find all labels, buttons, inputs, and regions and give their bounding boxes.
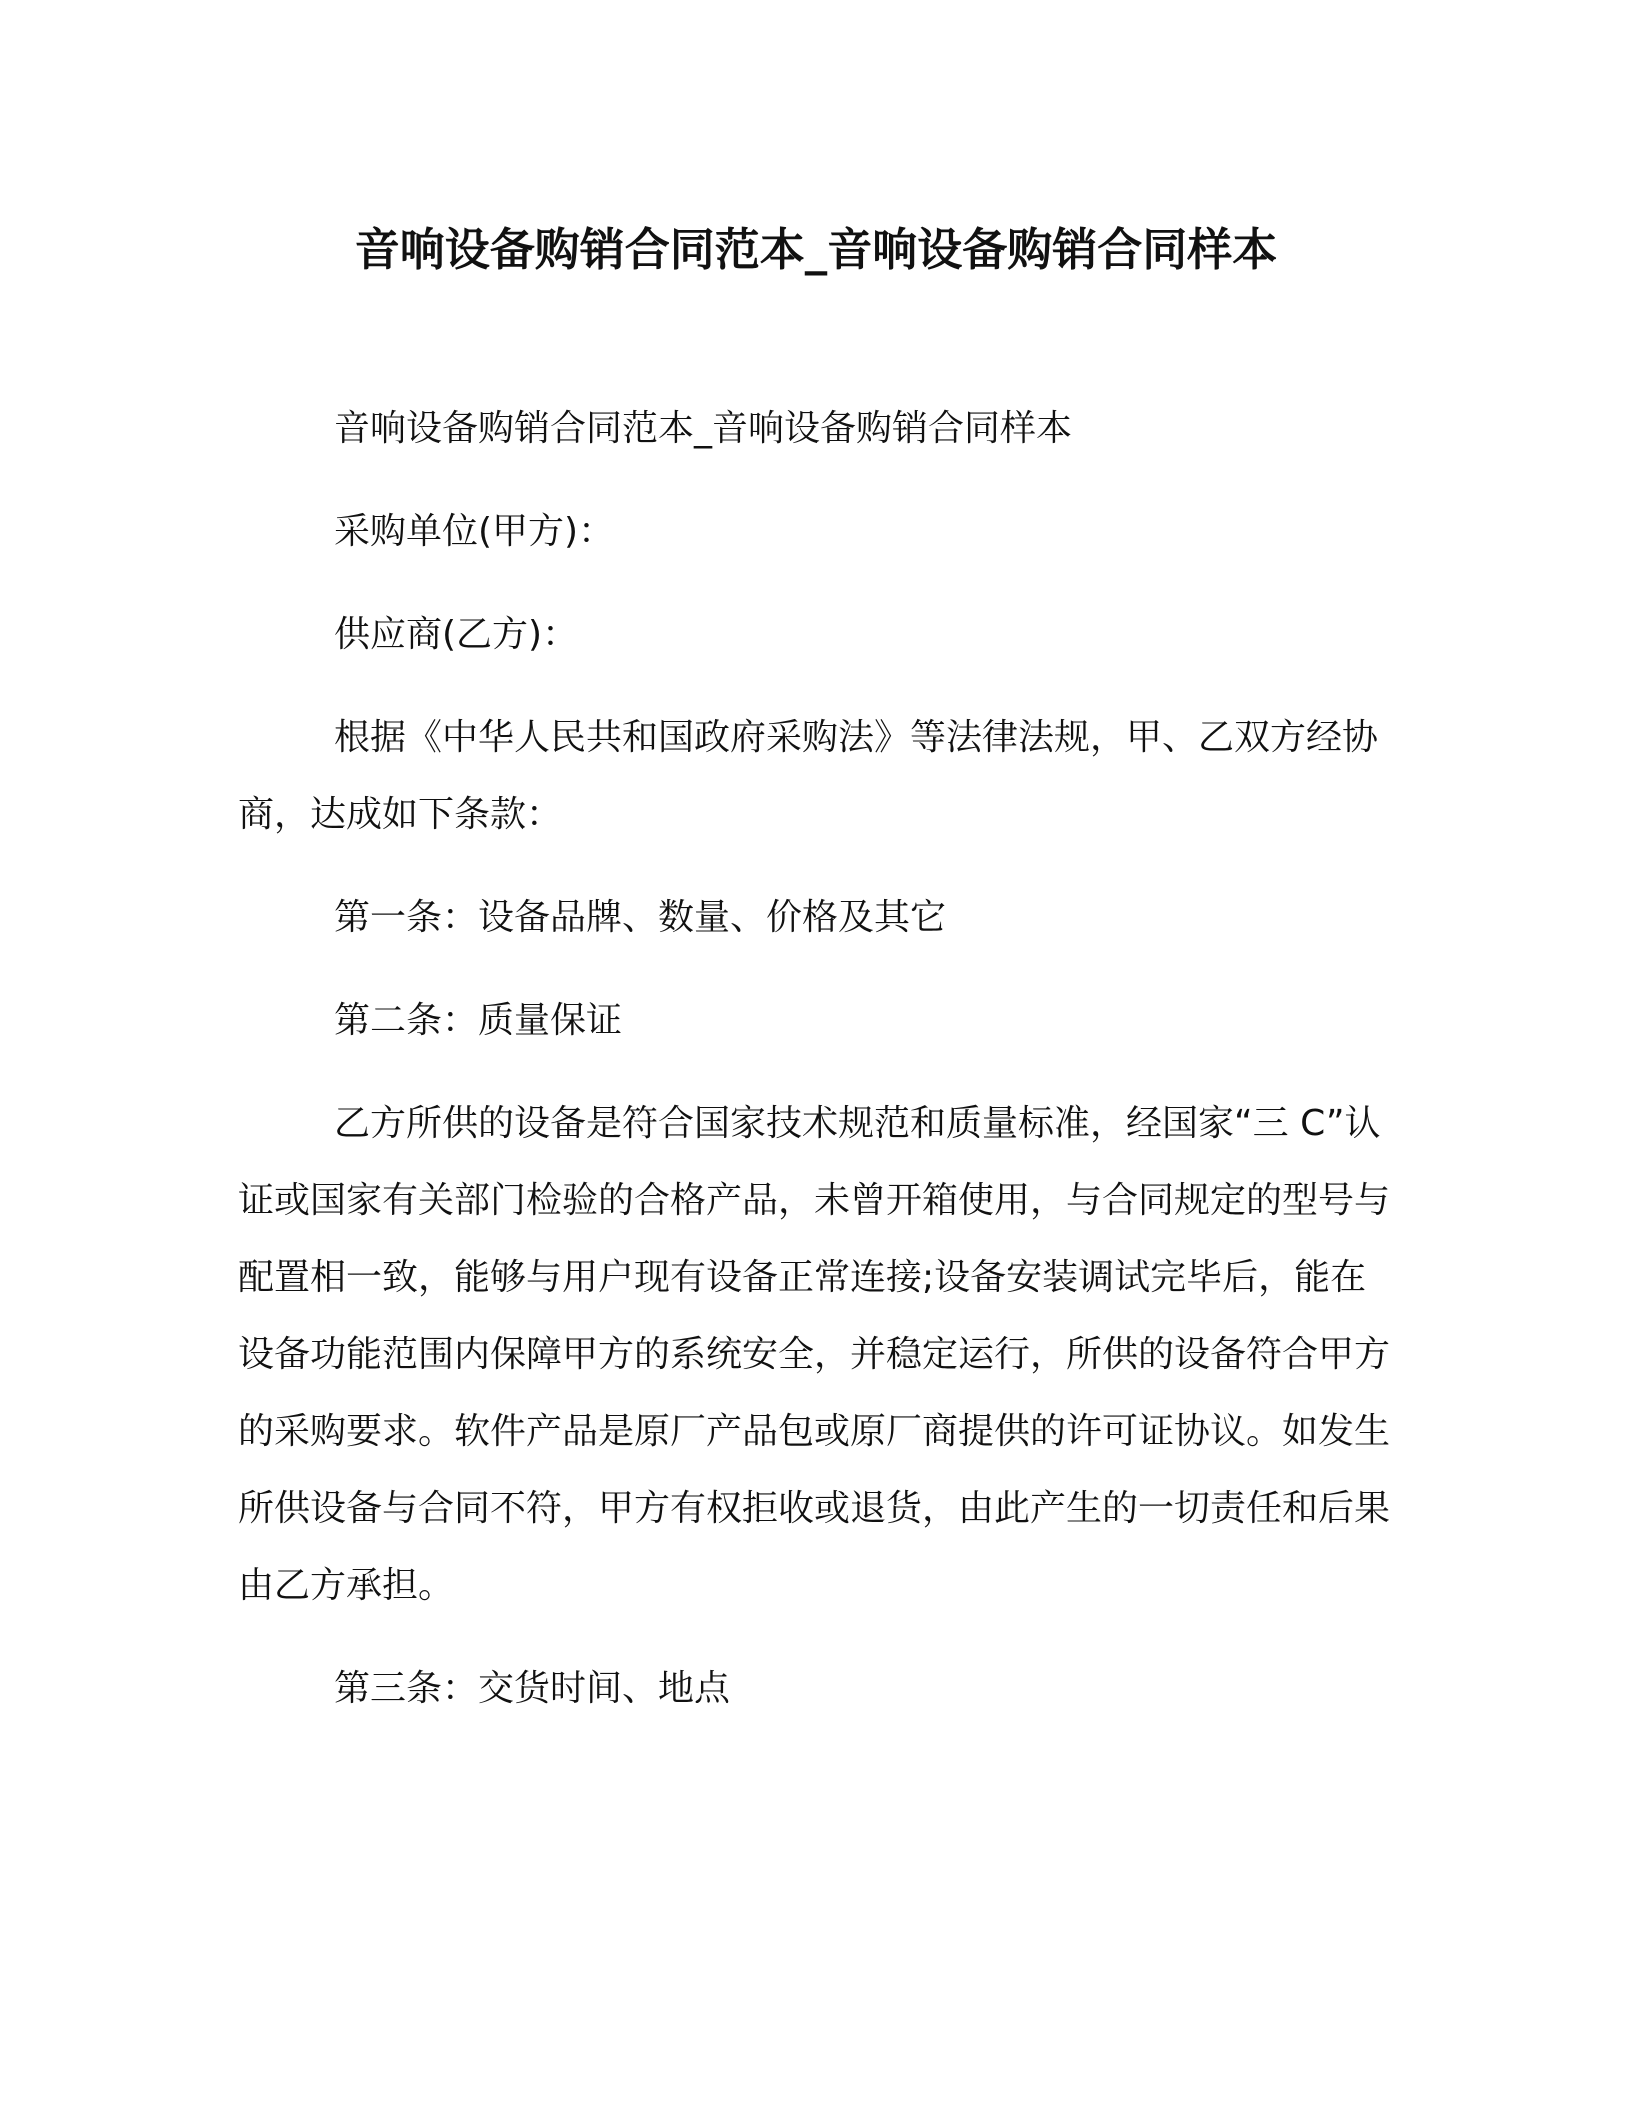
document-title: 音响设备购销合同范本_音响设备购销合同样本 (354, 223, 1278, 276)
paragraph-buyer: 采购单位(甲方)： (334, 511, 615, 552)
document-body (238, 390, 1394, 1753)
paragraph-quality-terms: 乙方所供的设备是符合国家技术规范和质量标准，经国家“三 C”认证或国家有关部门检验的合格产品，未曾开箱使用，与合同规定的型号与配置相一致，能够与用户现有设备正常连接;设备安装调试完毕后，能在设备功能范围内保障甲方的系统安全，并稳定运行，所供的设备符合甲方的采购要求。软件产品是原厂产品包或原厂商提供的许可证协议。如发生所供设备与合同不符，甲方有权拒收或退货，由此产生的一切责任和后果由乙方承担。 (238, 1103, 1391, 1606)
paragraph-subtitle: 音响设备购销合同范本_音响设备购销合同样本 (334, 408, 1073, 449)
paragraph-article-2: 第二条：质量保证 (334, 1000, 623, 1041)
paragraph-article-3: 第三条：交货时间、地点 (334, 1668, 731, 1709)
paragraph-supplier: 供应商(乙方)： (334, 614, 579, 655)
paragraph-preamble: 根据《中华人民共和国政府采购法》等法律法规，甲、乙双方经协商，达成如下条款： (238, 717, 1379, 835)
paragraph-article-1: 第一条：设备品牌、数量、价格及其它 (334, 897, 947, 938)
